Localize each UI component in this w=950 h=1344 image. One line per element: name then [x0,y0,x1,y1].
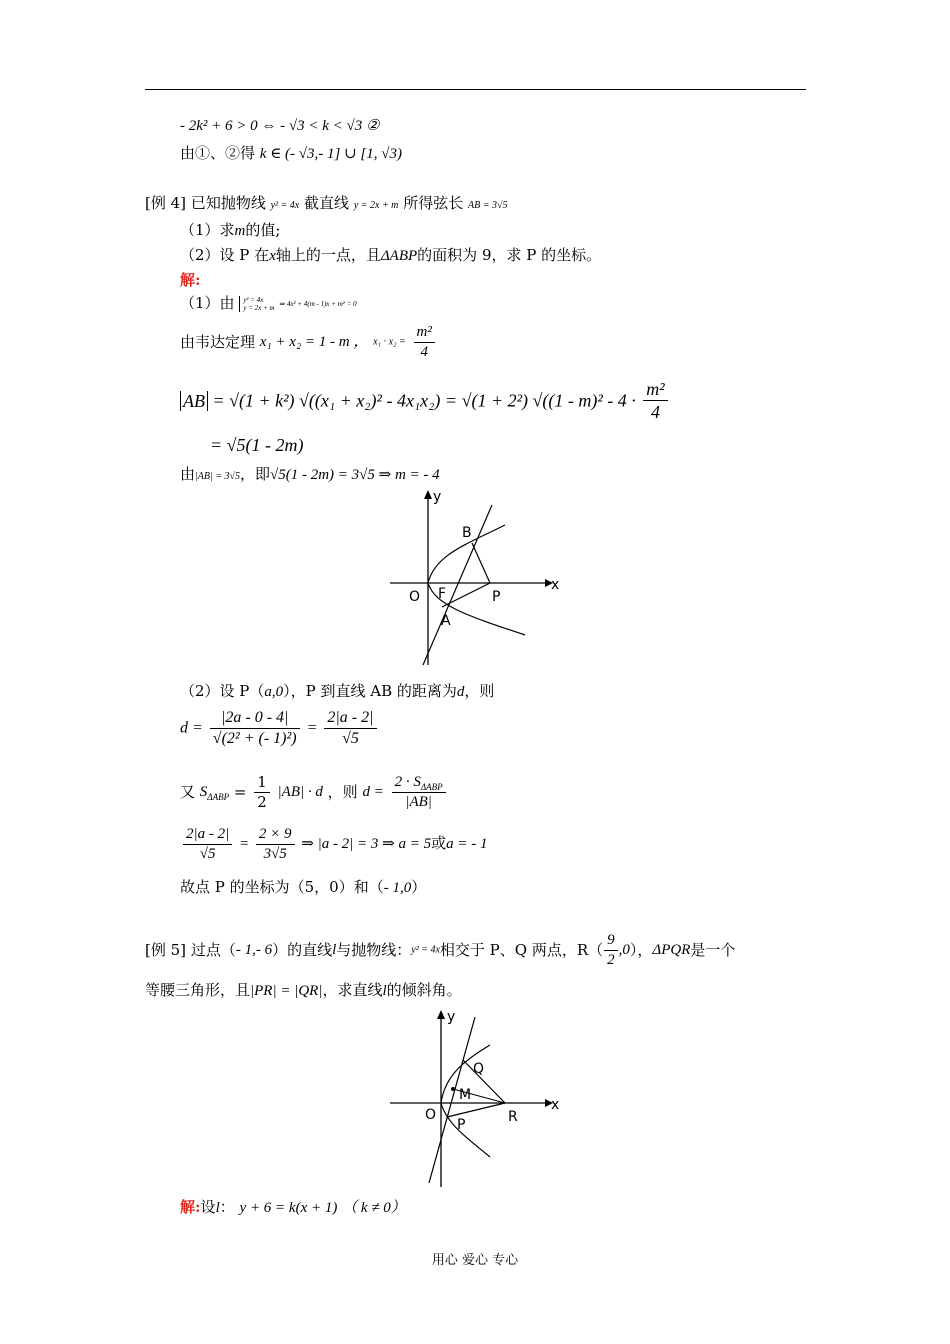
area-d-fraction [392,775,446,810]
figure-1-diagram [385,485,570,670]
question-1-suffix: 的值; [245,221,281,239]
example-5-text-c: 与抛物线： [336,941,412,959]
example-5-text-h: ，求直线 [322,981,383,999]
vieta-sum: x₁ + x₂ = 1 - m ， [259,334,369,350]
parabola-equation: y² = 4x [270,200,300,211]
distance-fraction-2 [324,710,376,747]
example-4-statement [145,196,507,211]
answer-point: - 1,0 [383,880,412,896]
setup-equation: y + 6 = k(x + 1) [239,1200,338,1216]
example-5-point: - 1,- 6 [235,942,273,958]
area-then: ，则 [327,783,358,801]
example-5-statement-cont [145,983,462,999]
setup-condition: （ k ≠ 0） [342,1200,406,1216]
half-numerator: 1 [254,775,270,793]
label-y: y [433,489,442,505]
example-5-l: l [332,942,337,958]
question-2-suffix: 的面积为 9，求 P 的坐标。 [417,246,602,264]
distance-denominator-2: √5 [342,730,359,747]
part-2-prefix: （2）设 P（ [180,682,265,700]
example-5-text-a: 过点（ [190,941,236,959]
half-denominator: 2 [257,793,267,811]
figure-2-diagram [385,1005,570,1190]
r-rest: ,0 [618,942,630,958]
vieta-line [180,325,438,360]
area-s: S [199,784,208,800]
area-equals: = [233,783,247,801]
label-a: A [441,613,451,629]
distance-formula: d = $\frac{|2a - 0 - 4|}{\text{√(2² + (- 1)²)}}$ = $\frac{2|a - 2|}{√5}$ [180,710,380,747]
label-b: B [462,525,472,541]
part-2-d: d [456,684,465,700]
example-4-tag: [例 4] [145,194,187,212]
area-subscript: ΔABP [207,792,230,802]
distance-fraction-1 [210,710,300,747]
r-denominator: 2 [607,952,615,968]
vieta-fraction [414,325,435,360]
ab-simplified: = √5(1 - 2m) [210,435,304,455]
line-equation: y = 2x + m [353,200,399,211]
equation-fraction-2 [256,827,295,862]
example-4-text-b: 截直线 [304,194,350,212]
chord-line [423,505,492,665]
vieta-numerator: m² [414,325,435,343]
solution-label-2: 解: [180,1198,201,1216]
equation-fraction-1 [183,827,232,862]
page-footer: 用心 爱心 专心 [431,1253,519,1268]
label-f: F [438,586,447,602]
triangle-abp [442,543,490,607]
chord-length: AB = 3√5 [468,200,508,211]
part-2-suffix: ，则 [464,682,495,700]
example-5-text-b: ）的直线 [272,941,333,959]
equation-denominator-2: 3√5 [263,846,287,862]
vieta-denominator: 4 [420,344,428,360]
solution-label: 解: [180,271,201,289]
example-4-text-c: 所得弦长 [403,194,464,212]
question-1-prefix: （1）求 [180,221,235,239]
ab-formula [180,380,671,421]
system-line [180,296,357,312]
solve-given: |AB| = 3√5 [195,471,240,482]
area-d: d = [362,784,384,800]
example-5-solution-setup [180,1200,406,1216]
label-r: R [508,1109,518,1125]
area-prefix: 又 [180,783,196,801]
example-4-text-a: 已知抛物线 [190,194,266,212]
equation-denominator-1: √5 [199,846,216,862]
equation-line: $\frac{2|a - 2|}{√5}$ = $\frac{2 \times 9}{3√5}$ ⇒ |a - 2| = 3 ⇒ a = 5或a = - 1 [180,827,488,862]
distance-numerator-1: |2a - 0 - 4| [210,710,300,729]
question-1 [180,223,280,239]
system-top: y² = 4x [243,296,264,304]
question-2-var: x [269,248,276,264]
example-5-text-g: 等腰三角形，且 [145,981,251,999]
part-2-setup [180,684,494,700]
answer-line [180,880,426,896]
label-x: x [551,577,560,593]
r-numerator: 9 [604,933,618,951]
answer-prefix: 故点 P 的坐标为（5，0）和（ [180,878,384,896]
example-5-parabola: y² = 4x [411,944,440,956]
equation-numerator-1: 2|a - 2| [183,827,232,845]
system-brace [239,296,274,312]
distance-lhs: d = [180,719,203,737]
question-2-prefix: （2）设 P 在 [180,246,270,264]
ab-numerator: m² [643,380,667,401]
label-p: P [457,1117,466,1133]
r-fraction [604,933,618,968]
inequality-line: - 2k² + 6 > 0 ⇔ - √3 < k < √3 ② [180,118,380,134]
system-prefix: （1）由 [180,294,235,312]
example-5-text-f: 是一个 [690,941,736,959]
y-arrow-icon [437,1010,445,1019]
result-line [180,146,402,162]
area-d-numerator: 2 · S [394,774,421,790]
distance-denominator-1: √(2² + (- 1)²) [212,730,297,747]
system-result: ⇒ 4x² + 4(m - 1)x + m² = 0 [279,300,357,308]
label-x: x [551,1097,560,1113]
result-prefix: 由①、②得 [180,144,256,162]
equation-numerator-2: 2 × 9 [256,827,295,845]
answer-suffix: ） [411,878,427,896]
example-5-l2: l [382,983,387,999]
point-m [451,1087,455,1091]
ab-expression: = √(1 + k²) √((x₁ + x₂)² - 4x₁x₂) = √(1 + 2²) √((1 - m)² - 4 · [212,390,636,411]
question-2-triangle: ΔABP [380,248,418,264]
equation-rest: ⇒ |a - 2| = 3 ⇒ a = 5 [301,836,432,852]
solve-m-line [180,467,440,483]
distance-numerator-2: 2|a - 2| [324,710,376,729]
ab-abs: AB [180,391,208,411]
example-5-equality: |PR| = |QR| [250,983,323,999]
question-2 [180,248,601,264]
area-line [180,775,449,810]
label-p: P [492,589,501,605]
area-d-subscript: ΔABP [420,782,443,792]
equation-last: a = - 1 [446,836,488,852]
example-5-text-i: 的倾斜角。 [386,981,462,999]
area-half [254,775,270,810]
label-o: O [409,589,421,605]
setup-colon: ： [219,1198,235,1216]
example-5-text-e: ）， [629,941,653,959]
vieta-prefix: 由韦达定理 [180,333,256,351]
example-5-tag: [例 5] [145,941,187,959]
y-arrow-icon [424,490,432,499]
solve-prefix: 由 [180,465,196,483]
question-1-var: m [234,223,246,239]
question-2-mid: 轴上的一点，且 [275,246,381,264]
example-5-text-d: 相交于 P、Q 两点，R（ [439,941,604,959]
setup-prefix: 设 [200,1198,216,1216]
area-rest: |AB| · d [277,784,323,800]
label-o: O [425,1107,437,1123]
label-y: y [447,1009,456,1025]
area-d-denominator: |AB| [405,794,432,810]
label-m: M [459,1087,472,1103]
system-bottom: y = 2x + m [243,304,275,312]
equation-or: 或 [431,836,447,852]
header-rule [145,89,806,90]
label-q: Q [473,1061,485,1077]
setup-l: l [215,1200,220,1216]
example-5-triangle: ΔPQR [652,942,691,958]
part-2-point: a,0 [264,684,284,700]
ab-denominator: 4 [650,402,660,422]
example-5-statement [145,933,735,968]
vieta-product: x₁ · x₂ = [373,336,406,348]
result-math: k ∈ (- √3,- 1] ∪ [1, √3) [259,146,402,162]
ab-fraction [643,380,667,421]
part-2-mid: ），P 到直线 AB 的距离为 [283,682,457,700]
solve-result: √5(1 - 2m) = 3√5 ⇒ m = - 4 [269,467,440,483]
solve-mid: ，即 [239,465,270,483]
